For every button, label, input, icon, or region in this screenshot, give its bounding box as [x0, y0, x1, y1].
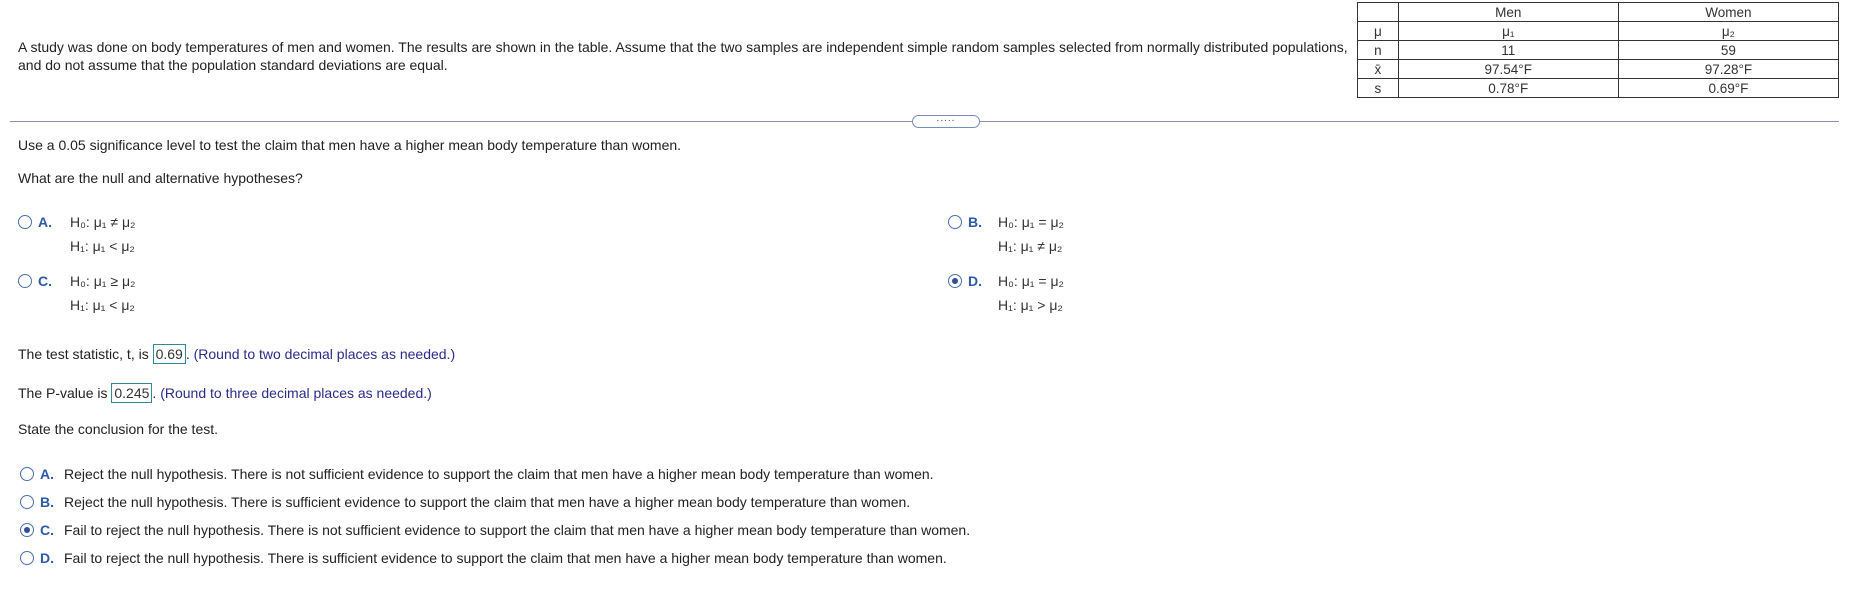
table-cell: s — [1358, 79, 1399, 98]
hypothesis-b-text — [998, 210, 1064, 258]
table-cell: 0.78°F — [1398, 79, 1618, 98]
question-claim: Use a 0.05 significance level to test the claim that men have a higher mean body temperature than women. — [18, 137, 682, 153]
radio-button[interactable] — [18, 274, 32, 288]
option-text: Reject the null hypothesis. There is sufficient evidence to support the claim that men have a higher mean body temperature than women. — [64, 494, 911, 510]
table-cell: 97.28°F — [1618, 60, 1838, 79]
test-statistic-line — [18, 344, 455, 364]
table-cell: 59 — [1618, 41, 1838, 60]
conclusion-option-a[interactable] — [20, 466, 934, 482]
conclusion-option-d[interactable] — [20, 550, 947, 566]
hypothesis-option-c[interactable] — [18, 273, 62, 289]
pvalue-line — [18, 383, 432, 403]
table-cell: μ₁ — [1398, 22, 1618, 41]
conclusion-option-c[interactable] — [20, 522, 970, 538]
alt-hypothesis: H₁: μ₁ < μ₂ — [70, 297, 135, 313]
table-cell: 0.69°F — [1618, 79, 1838, 98]
radio-button[interactable] — [948, 215, 962, 229]
test-statistic-label: The test statistic, t, is — [18, 346, 149, 362]
alt-hypothesis: H₁: μ₁ ≠ μ₂ — [998, 238, 1063, 254]
pvalue-input[interactable]: 0.245 — [111, 383, 152, 403]
option-text: Fail to reject the null hypothesis. There is sufficient evidence to support the claim that men have a higher mean body temperature than women. — [64, 550, 947, 566]
option-letter: B. — [968, 214, 982, 230]
punctuation: . — [185, 346, 190, 362]
table-cell: 97.54°F — [1398, 60, 1618, 79]
option-letter: D. — [40, 550, 54, 566]
table-header: Men — [1398, 3, 1618, 22]
null-hypothesis: H₀: μ₁ = μ₂ — [998, 214, 1064, 230]
option-letter: A. — [40, 466, 54, 482]
table-header: Women — [1618, 3, 1838, 22]
hypothesis-option-a[interactable] — [18, 214, 62, 230]
question-hypotheses: What are the null and alternative hypotheses? — [18, 170, 303, 186]
option-letter: A. — [38, 214, 52, 230]
test-statistic-hint: (Round to two decimal places as needed.) — [193, 346, 456, 362]
conclusion-prompt: State the conclusion for the test. — [18, 421, 219, 437]
radio-button-selected[interactable] — [20, 523, 34, 537]
data-table — [1357, 2, 1839, 98]
table-cell: 11 — [1398, 41, 1618, 60]
conclusion-option-b[interactable] — [20, 494, 910, 510]
radio-button[interactable] — [18, 215, 32, 229]
table-row — [1358, 41, 1839, 60]
table-header — [1358, 3, 1399, 22]
radio-button[interactable] — [20, 467, 34, 481]
option-letter: C. — [40, 522, 54, 538]
null-hypothesis: H₀: μ₁ = μ₂ — [998, 273, 1064, 289]
test-statistic-input[interactable]: 0.69 — [153, 344, 186, 364]
table-header-row — [1358, 3, 1839, 22]
radio-button-selected[interactable] — [948, 274, 962, 288]
pvalue-hint: (Round to three decimal places as needed.) — [160, 385, 432, 401]
punctuation: . — [152, 385, 157, 401]
option-letter: D. — [968, 273, 982, 289]
table-cell: μ₂ — [1618, 22, 1838, 41]
radio-button[interactable] — [20, 551, 34, 565]
null-hypothesis: H₀: μ₁ ≠ μ₂ — [70, 214, 136, 230]
problem-intro: A study was done on body temperatures of men and women. The results are shown in the table. Assume that the two samples are independent simple random samples selected from normally distributed populations, and do not assume that the population standard deviations are equal. — [18, 39, 1348, 73]
hypothesis-c-text — [70, 269, 135, 317]
alt-hypothesis: H₁: μ₁ < μ₂ — [70, 238, 135, 254]
table-cell: x̄ — [1358, 60, 1399, 79]
table-row — [1358, 60, 1839, 79]
option-text: Fail to reject the null hypothesis. There is not sufficient evidence to support the claim that men have a higher mean body temperature than women. — [64, 522, 971, 538]
radio-button[interactable] — [20, 495, 34, 509]
table-row — [1358, 22, 1839, 41]
table-cell: μ — [1358, 22, 1399, 41]
hypothesis-d-text — [998, 269, 1064, 317]
hypothesis-option-d[interactable] — [948, 273, 992, 289]
option-letter: C. — [38, 273, 52, 289]
alt-hypothesis: H₁: μ₁ > μ₂ — [998, 297, 1063, 313]
expand-button[interactable]: ..... — [912, 115, 980, 128]
hypothesis-a-text — [70, 210, 135, 258]
option-text: Reject the null hypothesis. There is not sufficient evidence to support the claim that men have a higher mean body temperature than women. — [64, 466, 934, 482]
table-cell: n — [1358, 41, 1399, 60]
pvalue-label: The P-value is — [18, 385, 108, 401]
null-hypothesis: H₀: μ₁ ≥ μ₂ — [70, 273, 136, 289]
hypothesis-option-b[interactable] — [948, 214, 992, 230]
option-letter: B. — [40, 494, 54, 510]
table-row — [1358, 79, 1839, 98]
